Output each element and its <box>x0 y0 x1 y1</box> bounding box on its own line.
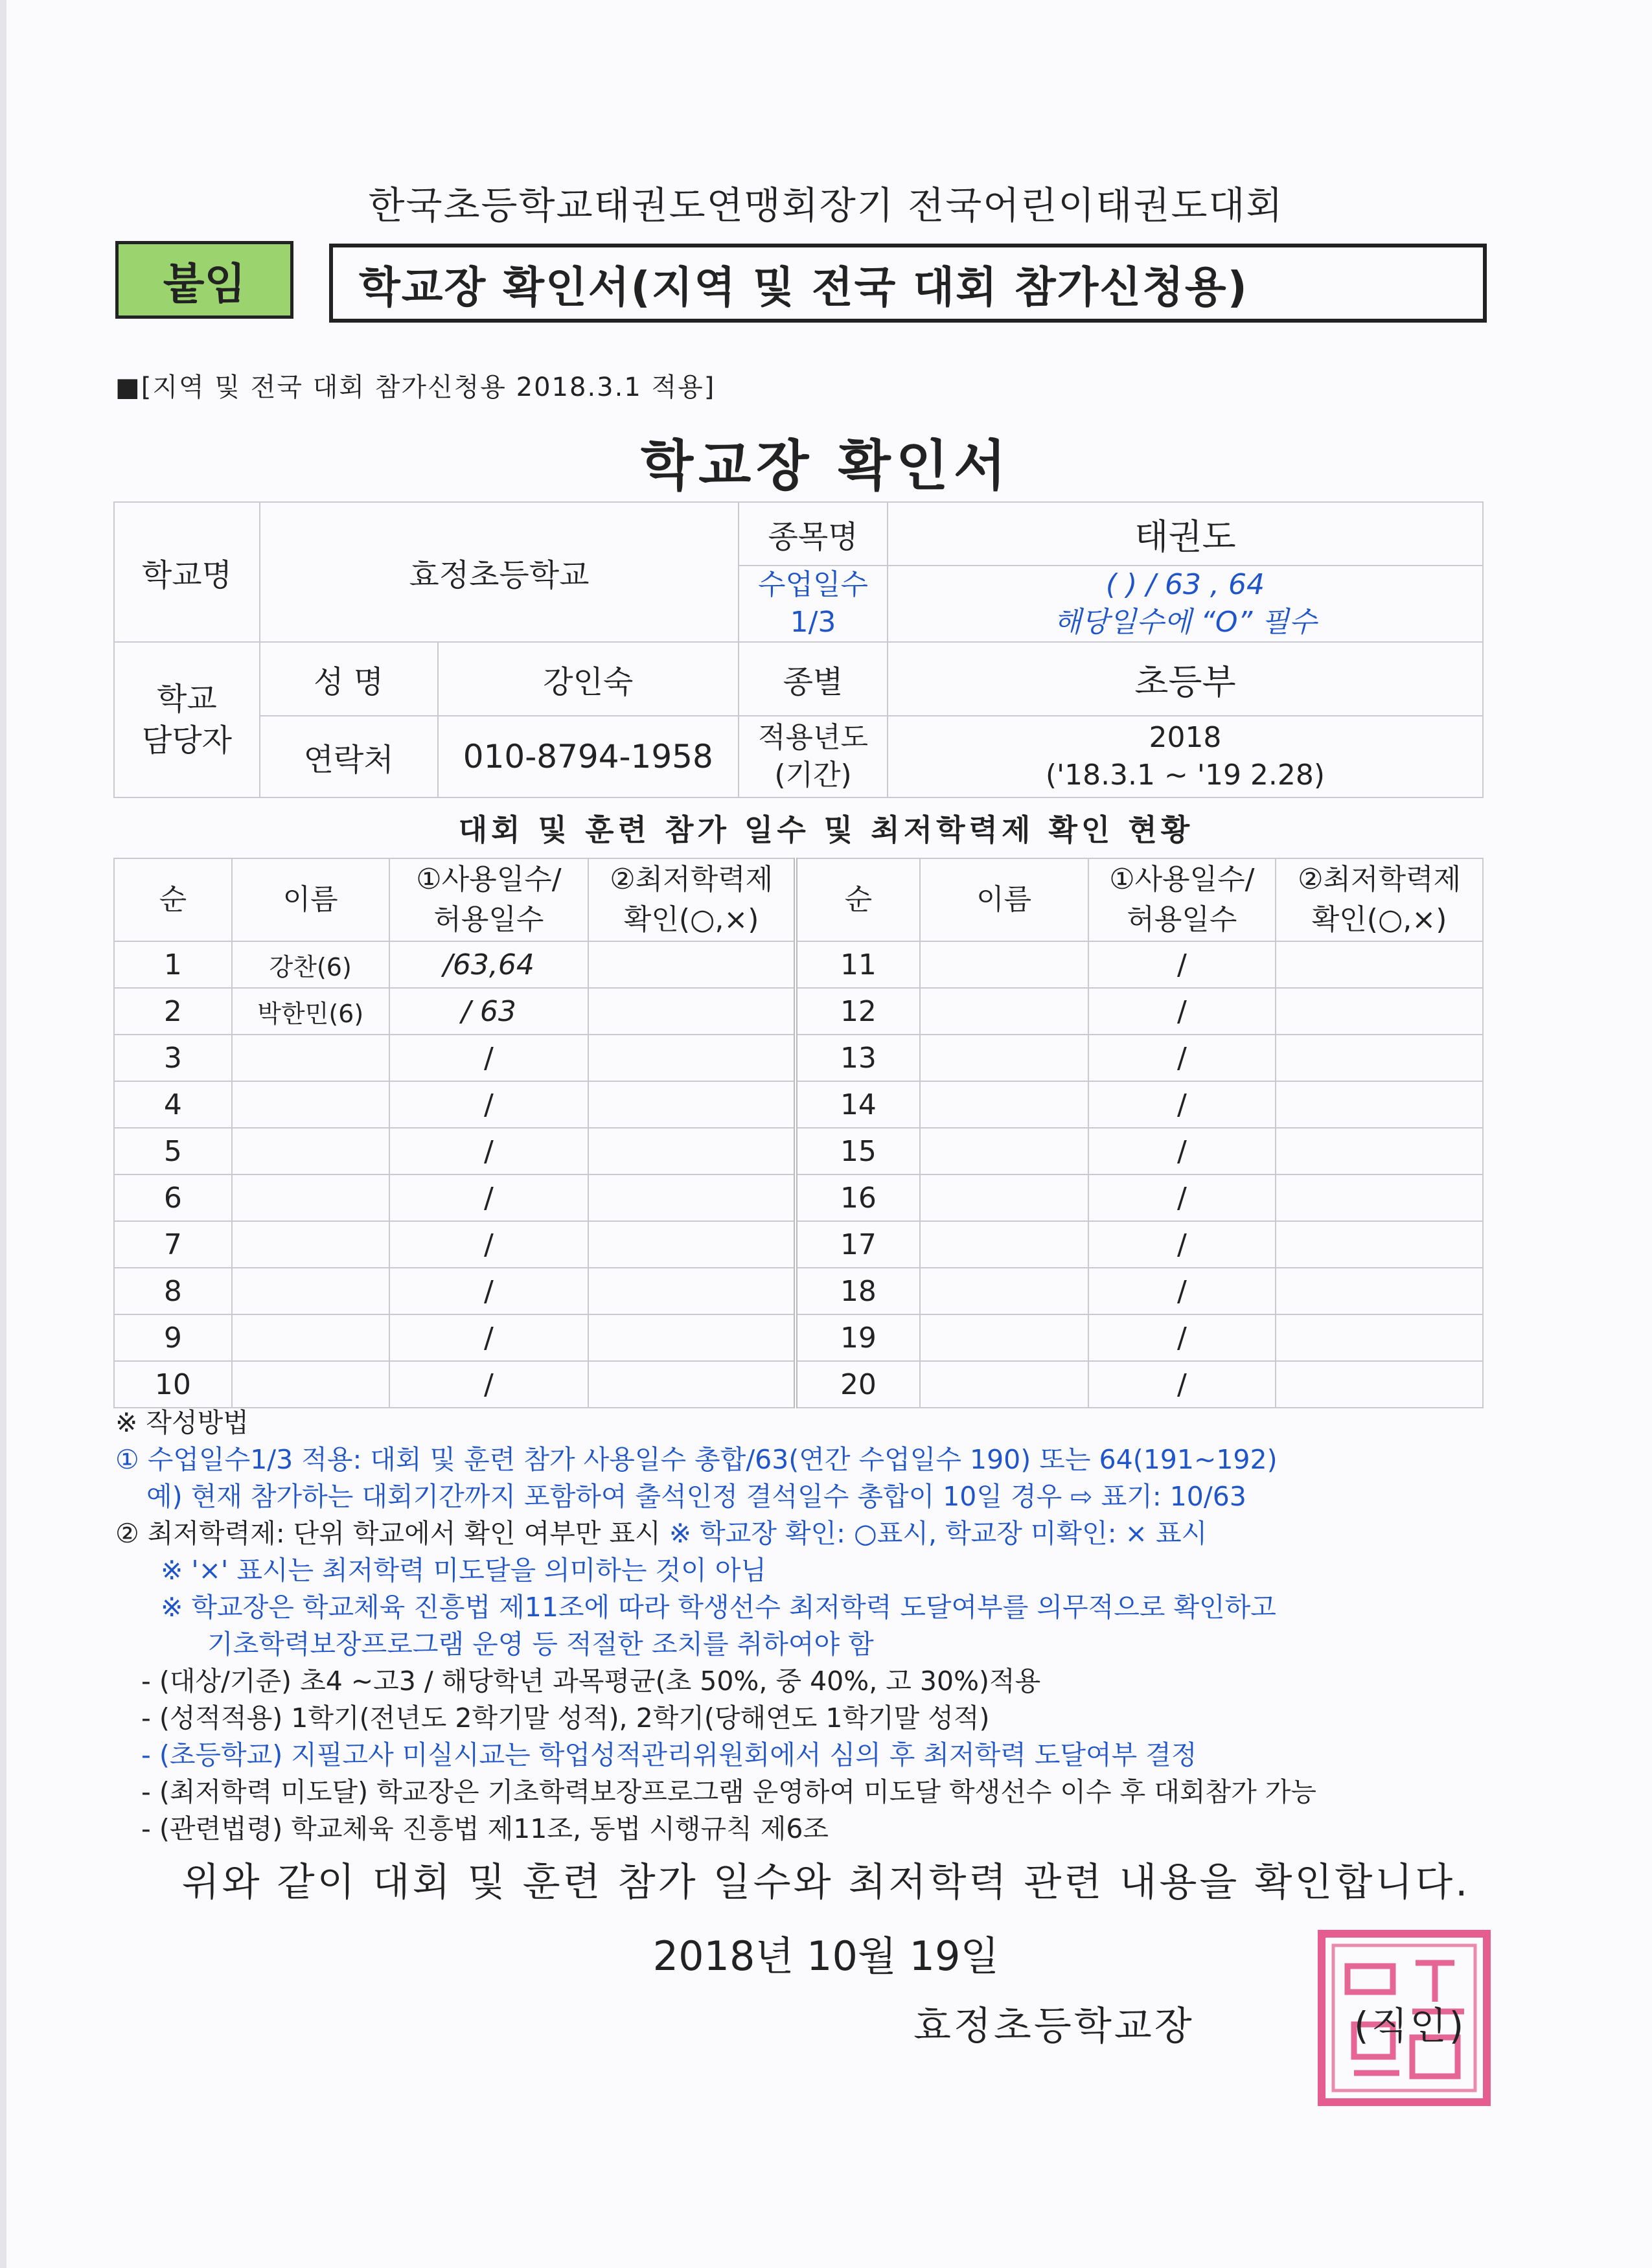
row-number: 1 <box>114 941 232 988</box>
applied-note: ■[지역 및 전국 대회 참가신청용 2018.3.1 적용] <box>115 372 716 402</box>
name-label: 성 명 <box>260 642 438 716</box>
manager-label <box>114 642 260 797</box>
row-number: 4 <box>114 1081 232 1128</box>
info-table <box>113 501 1484 798</box>
row-name <box>232 1361 389 1408</box>
row-name <box>232 1221 389 1268</box>
header-check-right-2: 확인(○,×) <box>1311 903 1447 936</box>
row-number-right: 14 <box>796 1081 920 1128</box>
note-6: - (성적적용) 1학기(전년도 2학기말 성적), 2학기(당해연도 1학기말 성적) <box>141 1702 990 1734</box>
row-used-days-right: / <box>1088 988 1276 1035</box>
row-min-academic-check <box>588 1128 796 1174</box>
note-7: - (초등학교) 지필고사 미실시교는 학업성적관리위원회에서 심의 후 최저학력 도달여부 결정 <box>141 1739 1197 1770</box>
class-days-value <box>888 566 1483 642</box>
year-label <box>739 716 888 797</box>
row-min-academic-check-right <box>1276 941 1483 988</box>
row-min-academic-check-right <box>1276 1361 1483 1408</box>
row-used-days-right: / <box>1088 1081 1276 1128</box>
row-number-right: 16 <box>796 1174 920 1221</box>
table-row <box>114 1268 1483 1314</box>
note-2-suffix: ※ 학교장 확인: ○표시, 학교장 미확인: × 표시 <box>669 1518 1208 1549</box>
division-value: 초등부 <box>888 642 1483 716</box>
row-name-right <box>920 941 1088 988</box>
row-min-academic-check-right <box>1276 1035 1483 1081</box>
confirmation-statement: 위와 같이 대회 및 훈련 참가 일수와 최저학력 관련 내용을 확인합니다. <box>181 1860 1471 1905</box>
year-value <box>888 716 1483 797</box>
main-title: 학교장 확인서 <box>640 434 1012 498</box>
school-label: 학교명 <box>114 502 260 642</box>
row-name-right <box>920 1128 1088 1174</box>
instructions <box>115 1404 1528 1848</box>
contact-value: 010-8794-1958 <box>438 716 739 797</box>
row-name-right <box>920 1314 1088 1361</box>
class-days-label-2: 1/3 <box>790 606 836 639</box>
row-name-right <box>920 988 1088 1035</box>
note-8: - (최저학력 미도달) 학교장은 기초학력보장프로그램 운영하여 미도달 학생선수 이수 후 대회참가 가능 <box>141 1776 1316 1807</box>
row-number: 9 <box>114 1314 232 1361</box>
year-label-1: 적용년도 <box>758 721 869 754</box>
row-number: 6 <box>114 1174 232 1221</box>
table-row <box>114 1081 1483 1128</box>
note-2-prefix: ② 최저학력제: 단위 학교에서 확인 여부만 표시 <box>115 1518 669 1549</box>
row-used-days-right: / <box>1088 1314 1276 1361</box>
table-row <box>114 1174 1483 1221</box>
event-title: 한국초등학교태권도연맹회장기 전국어린이태권도대회 <box>368 183 1284 227</box>
row-number-right: 18 <box>796 1268 920 1314</box>
note-1a: ① 수업일수1/3 적용: 대회 및 훈련 참가 사용일수 총합/63(연간 수업일수 190) 또는 64(191~192) <box>115 1444 1278 1475</box>
row-number-right: 17 <box>796 1221 920 1268</box>
row-name <box>232 1314 389 1361</box>
class-days-value-2: 해당일수에 “O” 필수 <box>1053 606 1317 639</box>
row-used-days: /63,64 <box>389 941 589 988</box>
row-used-days: / <box>389 1035 589 1081</box>
row-used-days-right: / <box>1088 1268 1276 1314</box>
table-row <box>114 1314 1483 1361</box>
table-body <box>114 941 1483 1408</box>
header-days-right <box>1088 858 1276 941</box>
row-name <box>232 1081 389 1128</box>
class-days-label-1: 수업일수 <box>758 568 869 601</box>
row-min-academic-check <box>588 1174 796 1221</box>
header-days-1: ①사용일수/ <box>416 863 562 896</box>
row-name <box>232 1174 389 1221</box>
contact-label: 연락처 <box>260 716 438 797</box>
header-check-2: 확인(○,×) <box>623 903 759 936</box>
header-no: 순 <box>114 858 232 941</box>
header-days-2: 허용일수 <box>433 903 544 936</box>
row-min-academic-check-right <box>1276 1081 1483 1128</box>
row-used-days: / <box>389 1081 589 1128</box>
row-name <box>232 1128 389 1174</box>
row-used-days: / 63 <box>389 988 589 1035</box>
table-header-row <box>114 858 1483 941</box>
event-value: 태권도 <box>888 502 1483 566</box>
note-1b: 예) 현재 참가하는 대회기간까지 포함하여 출석인정 결석일수 총합이 10일 경우 ⇨ 표기: 10/63 <box>146 1481 1246 1512</box>
row-min-academic-check-right <box>1276 1174 1483 1221</box>
row-name <box>232 1035 389 1081</box>
row-name-right <box>920 1174 1088 1221</box>
row-number: 2 <box>114 988 232 1035</box>
header-days <box>389 858 589 941</box>
row-used-days: / <box>389 1361 589 1408</box>
issue-date: 2018년 10월 19일 <box>652 1932 1000 1980</box>
row-used-days: / <box>389 1221 589 1268</box>
note-9: - (관련법령) 학교체육 진흥법 제11조, 동법 시행규칙 제6조 <box>141 1813 829 1844</box>
row-used-days-right: / <box>1088 1221 1276 1268</box>
name-value: 강인숙 <box>438 642 739 716</box>
row-min-academic-check <box>588 941 796 988</box>
section-title: 대회 및 훈련 참가 일수 및 최저학력제 확인 현황 <box>458 812 1194 847</box>
row-used-days-right: / <box>1088 1035 1276 1081</box>
table-row <box>114 1221 1483 1268</box>
table-row <box>114 1128 1483 1174</box>
row-min-academic-check <box>588 1081 796 1128</box>
seal-label: (직인) <box>1354 2004 1467 2048</box>
row-min-academic-check-right <box>1276 1268 1483 1314</box>
row-used-days: / <box>389 1314 589 1361</box>
notes-heading: ※ 작성방법 <box>115 1407 249 1438</box>
row-name: 강찬(6) <box>232 941 389 988</box>
header-check <box>588 858 796 941</box>
row-min-academic-check <box>588 1035 796 1081</box>
header-no-right: 순 <box>796 858 920 941</box>
header-name-right: 이름 <box>920 858 1088 941</box>
note-2 <box>115 1515 1528 1552</box>
row-min-academic-check-right <box>1276 1221 1483 1268</box>
row-used-days-right: / <box>1088 941 1276 988</box>
row-number-right: 11 <box>796 941 920 988</box>
principal-title: 효정초등학교장 <box>913 2004 1195 2049</box>
row-min-academic-check-right <box>1276 1128 1483 1174</box>
row-used-days-right: / <box>1088 1361 1276 1408</box>
row-name-right <box>920 1361 1088 1408</box>
header-name: 이름 <box>232 858 389 941</box>
note-4a: ※ 학교장은 학교체육 진흥법 제11조에 따라 학생선수 최저학력 도달여부를 의무적으로 확인하고 <box>161 1592 1276 1623</box>
header-days-right-1: ①사용일수/ <box>1109 863 1255 896</box>
row-number: 10 <box>114 1361 232 1408</box>
row-name-right <box>920 1268 1088 1314</box>
event-label: 종목명 <box>739 502 888 566</box>
manager-label-2: 담당자 <box>141 722 232 759</box>
row-name-right <box>920 1221 1088 1268</box>
row-number-right: 20 <box>796 1361 920 1408</box>
table-row <box>114 1361 1483 1408</box>
row-number: 8 <box>114 1268 232 1314</box>
school-value: 효정초등학교 <box>260 502 739 642</box>
table-row <box>114 941 1483 988</box>
row-number: 5 <box>114 1128 232 1174</box>
note-5: - (대상/기준) 초4 ~고3 / 해당학년 과목평균(초 50%, 중 40%, 고 30%)적용 <box>141 1666 1041 1697</box>
row-min-academic-check <box>588 1314 796 1361</box>
class-days-label <box>739 566 888 642</box>
row-min-academic-check <box>588 1221 796 1268</box>
row-min-academic-check <box>588 1361 796 1408</box>
header-check-1: ②최저학력제 <box>610 863 774 896</box>
header-check-right <box>1276 858 1483 941</box>
division-label: 종별 <box>739 642 888 716</box>
class-days-value-1: ( ) / 63 , 64 <box>1105 568 1265 601</box>
note-4b: 기초학력보장프로그램 운영 등 적절한 조치를 취하여야 함 <box>207 1629 874 1660</box>
header-check-right-1: ②최저학력제 <box>1298 863 1462 896</box>
year-label-2: (기간) <box>774 759 852 792</box>
row-number-right: 15 <box>796 1128 920 1174</box>
document-title: 학교장 확인서(지역 및 전국 대회 참가신청용) <box>329 244 1487 323</box>
row-number-right: 13 <box>796 1035 920 1081</box>
row-number-right: 12 <box>796 988 920 1035</box>
header-days-right-2: 허용일수 <box>1127 903 1237 936</box>
row-used-days: / <box>389 1268 589 1314</box>
row-used-days: / <box>389 1128 589 1174</box>
row-min-academic-check-right <box>1276 988 1483 1035</box>
row-used-days-right: / <box>1088 1128 1276 1174</box>
row-min-academic-check <box>588 1268 796 1314</box>
row-name: 박한민(6) <box>232 988 389 1035</box>
row-number: 7 <box>114 1221 232 1268</box>
row-number: 3 <box>114 1035 232 1081</box>
row-used-days-right: / <box>1088 1174 1276 1221</box>
note-3: ※ '×' 표시는 최저학력 미도달을 의미하는 것이 아님 <box>161 1555 766 1586</box>
row-number-right: 19 <box>796 1314 920 1361</box>
attachment-tag: 붙임 <box>115 241 293 319</box>
row-min-academic-check <box>588 988 796 1035</box>
row-name <box>232 1268 389 1314</box>
table-row <box>114 1035 1483 1081</box>
year-value-2: ('18.3.1 ~ '19 2.28) <box>1045 759 1325 792</box>
row-min-academic-check-right <box>1276 1314 1483 1361</box>
row-name-right <box>920 1035 1088 1081</box>
table-row <box>114 988 1483 1035</box>
manager-label-1: 학교 <box>157 681 217 717</box>
year-value-1: 2018 <box>1149 721 1222 754</box>
row-used-days: / <box>389 1174 589 1221</box>
participation-table <box>113 858 1484 1408</box>
row-name-right <box>920 1081 1088 1128</box>
